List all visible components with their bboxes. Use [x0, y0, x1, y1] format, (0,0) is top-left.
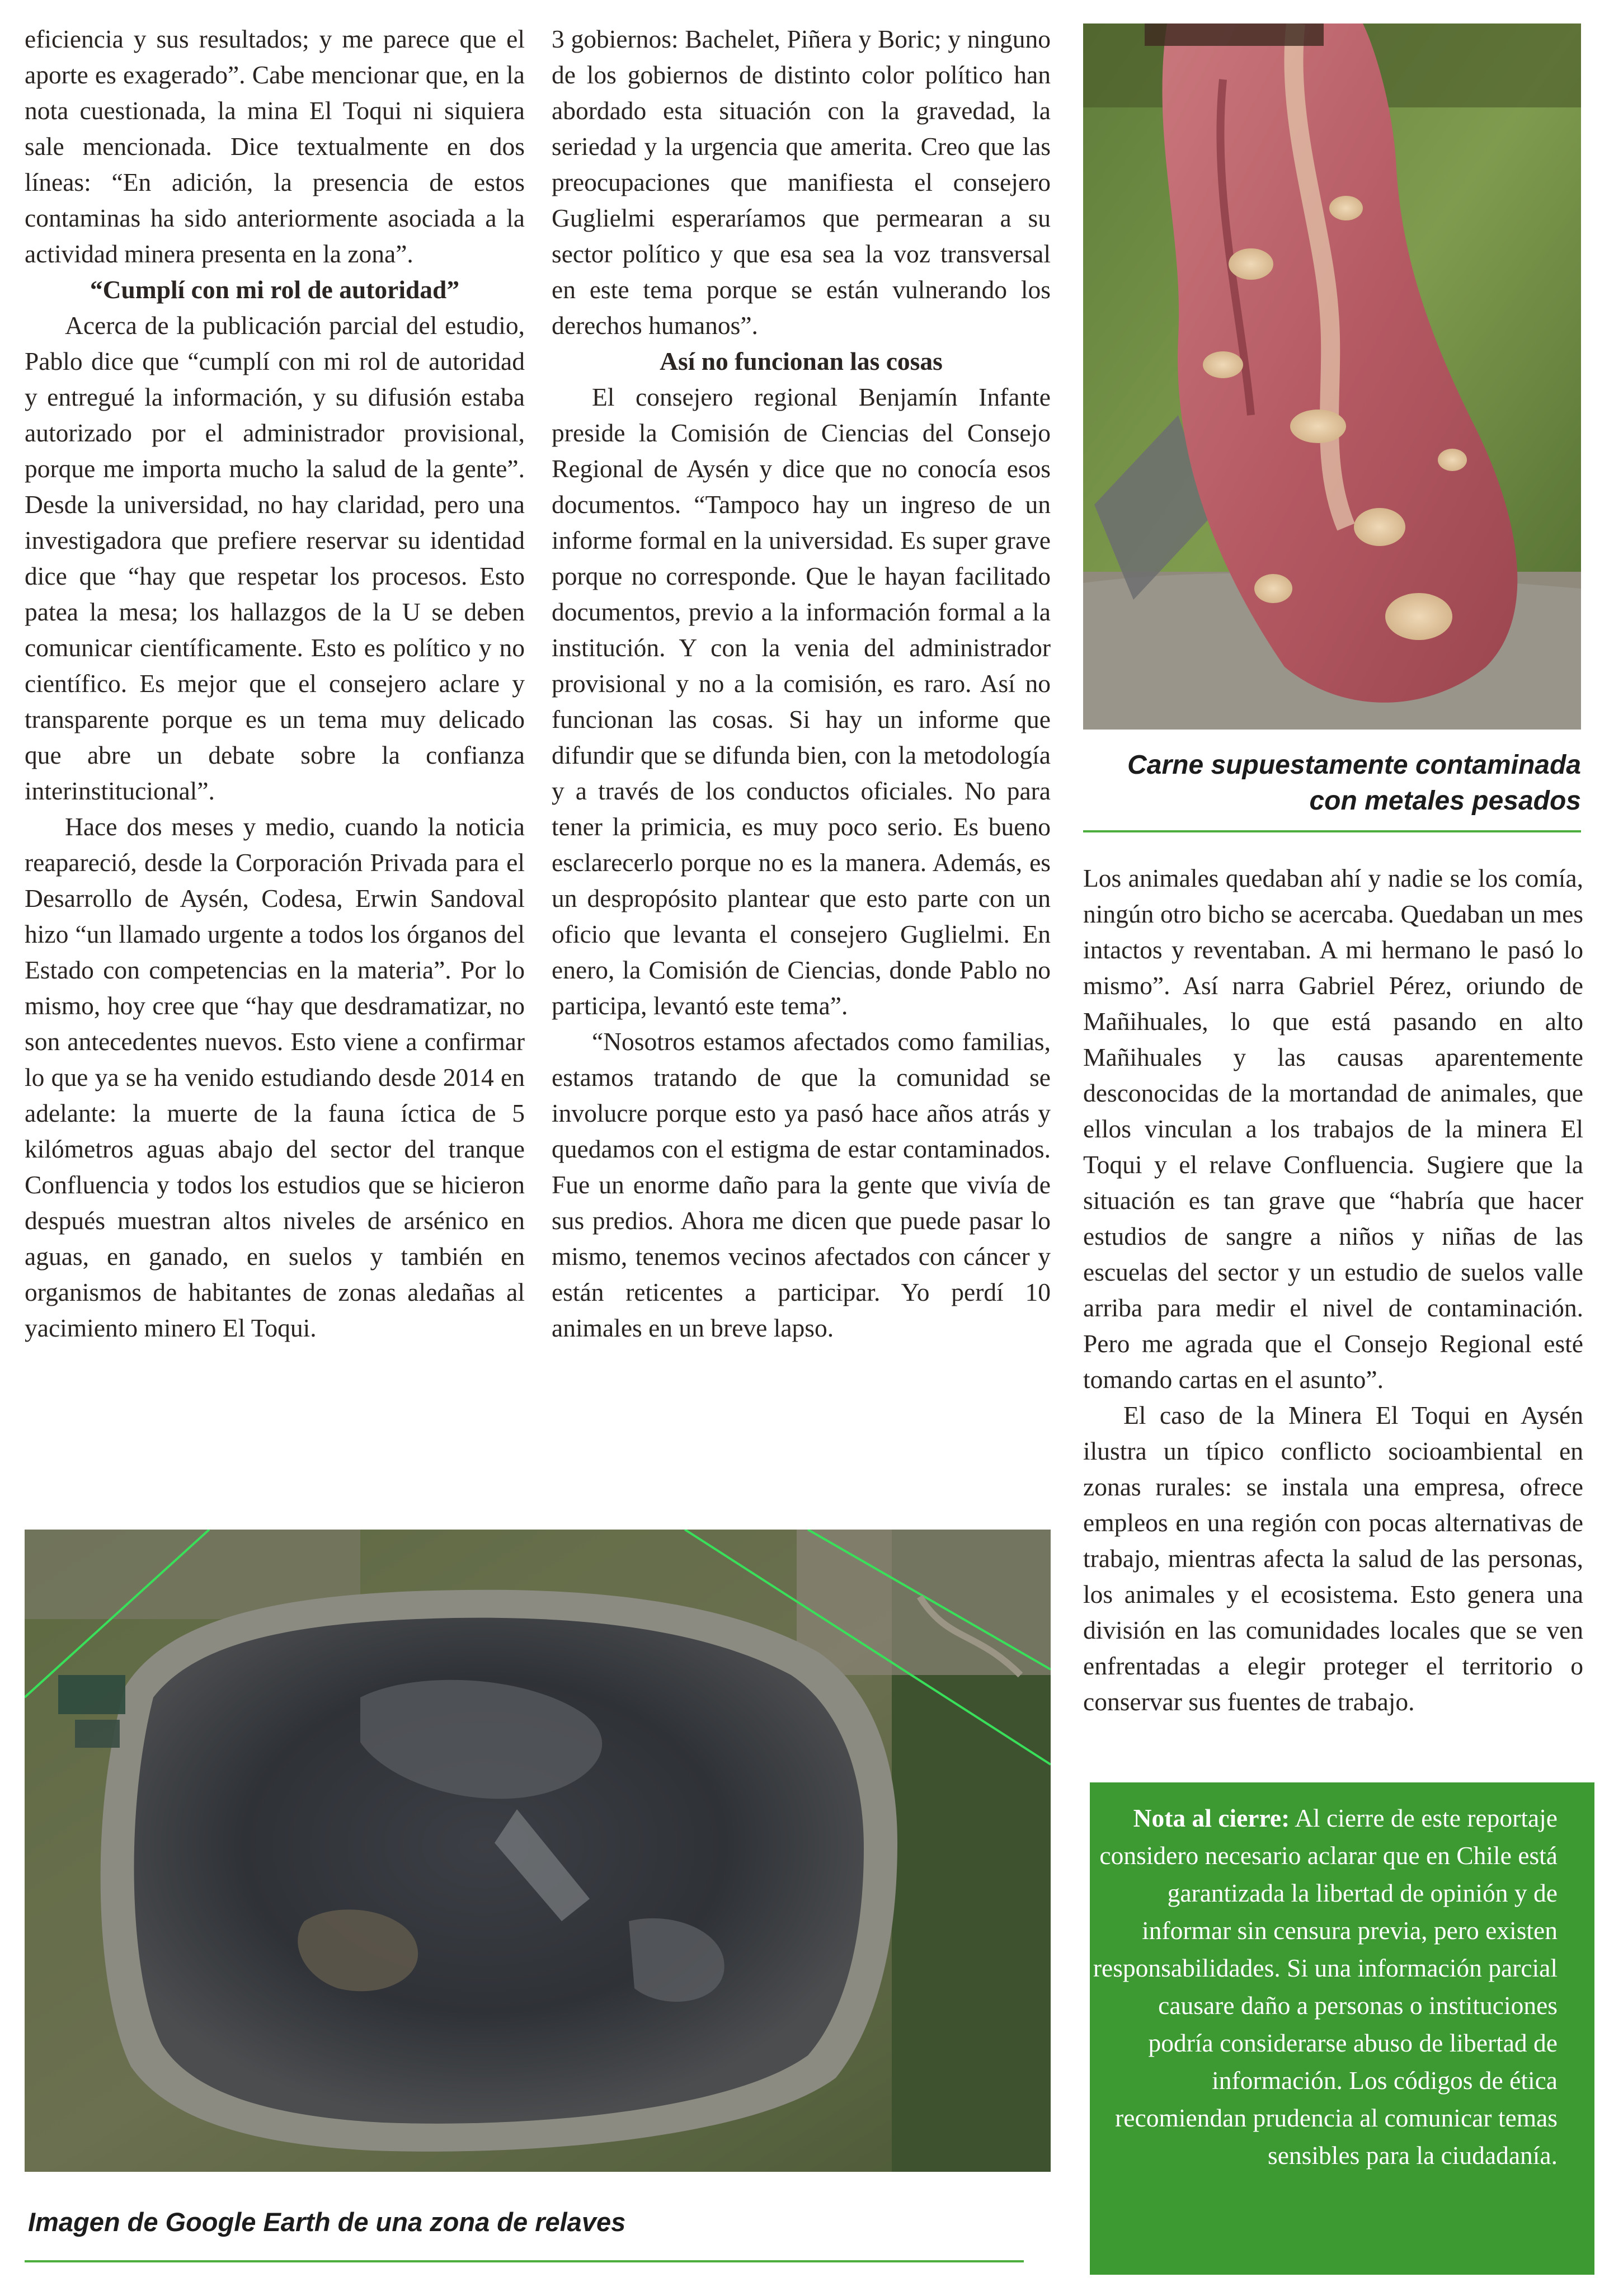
subheading-cosas: Así no funcionan las cosas [660, 347, 943, 375]
divider-rule [25, 2260, 1024, 2262]
divider-rule [1083, 830, 1581, 832]
paragraph: Hace dos meses y medio, cuando la noticia reapareció, desde la Corporación Privada para el Desarrollo de Aysén, Codesa, Erwin Sandoval hizo “un llamado urgente a todos los órganos del Estado con competencias en la materia”. Por lo mismo, hoy cree que “hay que desdramatizar, no son antecedentes nuevos. Esto viene a confirmar lo que ya se ha venido estudiando desde 2014 en adelante: la muerte de la fauna íctica de 5 kilómetros aguas abajo del sector del tranque Confluencia y todos los estudios que se hicieron después muestran altos niveles de arsénico en aguas, en ganado, en suelos y también en organismos de habitantes de zonas aledañas al yacimiento minero El Toqui. [25, 812, 525, 1342]
paragraph: “Nosotros estamos afectados como familias, estamos tratando de que la comunidad se involucre porque esto ya pasó hace años atrás y quedamos con el estigma de estar contaminados. Fue un enorme daño para la gente que vivía de sus predios. Ahora me dicen que puede pasar lo mismo, tenemos vecinos afectados con cáncer y están reticentes a participar. Yo perdí 10 animales en un breve lapso. [552, 1027, 1051, 1342]
paragraph: Los animales quedaban ahí y nadie se los comía, ningún otro bicho se acercaba. Quedaban un mes intactos y reventaban. A mi hermano le pasó lo mismo”. Así narra Gabriel Pérez, oriundo de Mañihuales, lo que está pasando en alto Mañihuales y las causas aparentemente desconocidas de la mortandad de animales, que ellos vinculan a los trabajos de la minera El Toqui y el relave Confluencia. Sugiere que la situación es tan grave que “habría que hacer estudios de sangre a niños y niñas de las escuelas del sector y un estudio de suelos valle arriba para medir el nivel de contaminación. Pero me agrada que el Consejo Regional esté tomando cartas en el asunto”. [1083, 864, 1583, 1394]
nota-body: Al cierre de este reportaje considero necesario aclarar que en Chile está garantizada la libertad de opinión y de informar sin censura previa, pero existen responsabilidades. Si una información parcial causare daño a personas o instituciones podría considerarse abuso de libertad de información. Los códigos de ética recomiendan prudencia al comunicar temas sensibles para la ciudadanía. [1093, 1804, 1558, 2170]
photo-google-earth-tailings [25, 1530, 1051, 2172]
article-column-3 [1083, 860, 1583, 1720]
article-column-1 [25, 21, 525, 1346]
paragraph: eficiencia y sus resultados; y me parece que el aporte es exagerado”. Cabe mencionar que, en la nota cuestionada, la mina El Toqui ni siquiera sale mencionada. Dice textualmente en dos líneas: “En adición, la presencia de estos contaminas ha sido anteriormente asociada a la actividad minera presenta en la zona”. [25, 25, 525, 268]
paragraph: Acerca de la publicación parcial del estudio, Pablo dice que “cumplí con mi rol de autoridad y entregué la información, y su difusión estaba autorizado por el administrador provisional, porque me importa mucho la salud de la gente”. Desde la universidad, no hay claridad, pero una investigadora que prefiere reservar su identidad dice que “hay que respetar los procesos. Esto patea la mesa; los hallazgos de la U se deben comunicar científicamente. Esto es político y no científico. Es mejor que el consejero aclare y transparente porque es un tema muy delicado que abre un debate sobre la confianza interinstitucional”. [25, 311, 525, 805]
paragraph: El consejero regional Benjamín Infante preside la Comisión de Ciencias del Consejo Regional de Aysén y dice que no conocía esos documentos. “Tampoco hay un ingreso de un informe formal en la universidad. Es super grave porque no corresponde. Que le hayan facilitado documentos, previo a la información formal a la institución. Y con la venia del administrador provisional y no a la comisión, es raro. Así no funcionan las cosas. Si hay un informe que difundir que se difunda bien, con la metodología y a través de los conductos oficiales. No para tener la primicia, es muy poco serio. Es bueno esclarecerlo porque no es la manera. Además, es un despropósito plantear que esto parte con un oficio que levanta el consejero Guglielmi. En enero, la Comisión de Ciencias, donde Pablo no participa, levantó este tema”. [552, 383, 1051, 1020]
caption-line: con metales pesados [1309, 786, 1581, 816]
paragraph: El caso de la Minera El Toqui en Aysén ilustra un típico conflicto socioambiental en zonas rurales: se instala una empresa, ofrece empleos en una región con pocas alternativas de trabajo, mientras afecta la salud de las personas, los animales y el ecosistema. Esto genera una división en las comunidades locales que se ven enfrentadas a elegir proteger el territorio o conservar sus fuentes de trabajo. [1083, 1401, 1583, 1716]
caption-meat-photo [1083, 747, 1581, 819]
article-column-2 [552, 21, 1051, 1346]
paragraph: 3 gobiernos: Bachelet, Piñera y Boric; y ninguno de los gobiernos de distinto color político han abordado esta situación con la gravedad, la seriedad y la urgencia que amerita. Creo que las preocupaciones que manifiesta el consejero Guglielmi esperaríamos que permearan a su sector político y que esa sea la voz transversal en este tema porque se están vulnerando los derechos humanos”. [552, 25, 1051, 340]
subheading-autoridad: “Cumplí con mi rol de autoridad” [90, 275, 460, 304]
nota-lead: Nota al cierre: [1133, 1804, 1290, 1832]
photo-contaminated-meat [1083, 23, 1581, 730]
caption-line: Carne supuestamente contaminada [1127, 750, 1581, 780]
nota-al-cierre-text [1090, 1799, 1558, 2174]
caption-earth-photo: Imagen de Google Earth de una zona de relaves [28, 2207, 626, 2237]
